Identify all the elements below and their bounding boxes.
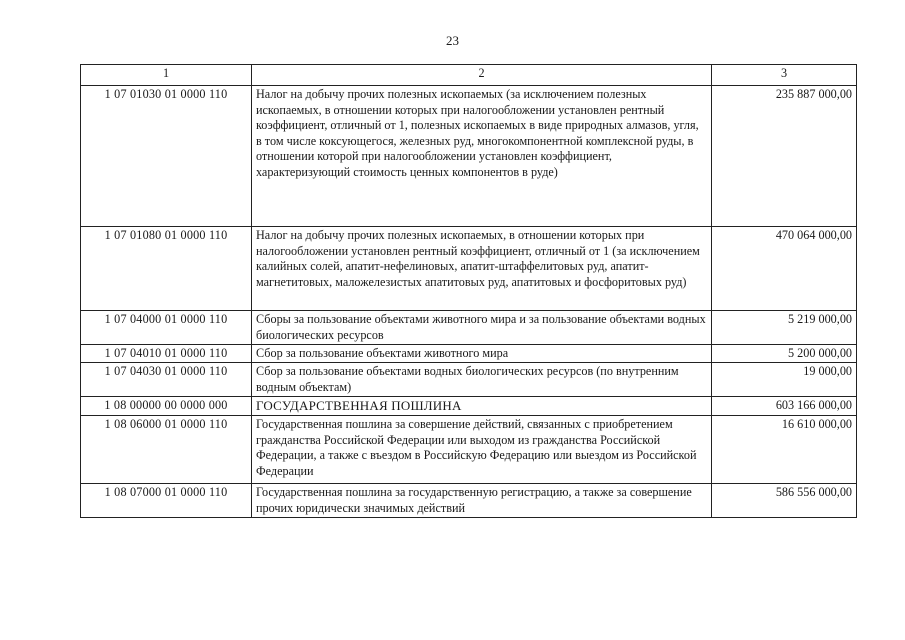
table-header-row <box>81 65 857 86</box>
revenue-code-cell: 1 07 04000 01 0000 110 <box>81 311 252 345</box>
revenue-name-cell: Государственная пошлина за государственную регистрацию, а также за совершение прочих юридически значимых действий <box>252 484 712 518</box>
table-row <box>81 363 857 397</box>
revenue-amount-cell: 16 610 000,00 <box>712 416 857 484</box>
table-row <box>81 86 857 227</box>
column-header-name: 2 <box>252 65 712 86</box>
revenue-amount-cell: 586 556 000,00 <box>712 484 857 518</box>
table-row <box>81 227 857 311</box>
revenue-amount-cell: 5 200 000,00 <box>712 345 857 363</box>
table-header <box>81 65 857 86</box>
table-row <box>81 311 857 345</box>
revenue-name-cell: Государственная пошлина за совершение действий, связанных с приобретением гражданства Российской Федерации или выходом из гражданства Российской Федерации, а также с въездом в Российскую Федерацию или выездом из Российской Федерации <box>252 416 712 484</box>
table-body <box>81 86 857 518</box>
table-row <box>81 484 857 518</box>
revenue-code-cell: 1 07 01030 01 0000 110 <box>81 86 252 227</box>
revenue-name-cell: Сбор за пользование объектами животного мира <box>252 345 712 363</box>
revenue-amount-cell: 5 219 000,00 <box>712 311 857 345</box>
revenue-amount-cell: 470 064 000,00 <box>712 227 857 311</box>
revenue-name-cell: Сбор за пользование объектами водных биологических ресурсов (по внутренним водным объектам) <box>252 363 712 397</box>
budget-revenue-table <box>80 64 857 518</box>
revenue-amount-cell: 19 000,00 <box>712 363 857 397</box>
revenue-code-cell: 1 07 01080 01 0000 110 <box>81 227 252 311</box>
revenue-code-cell: 1 08 06000 01 0000 110 <box>81 416 252 484</box>
revenue-name-cell: ГОСУДАРСТВЕННАЯ ПОШЛИНА <box>252 397 712 416</box>
table-row <box>81 345 857 363</box>
revenue-name-cell: Сборы за пользование объектами животного мира и за пользование объектами водных биологических ресурсов <box>252 311 712 345</box>
page-number: 23 <box>446 33 459 48</box>
revenue-amount-cell: 603 166 000,00 <box>712 397 857 416</box>
revenue-code-cell: 1 07 04010 01 0000 110 <box>81 345 252 363</box>
column-header-code: 1 <box>81 65 252 86</box>
table-row <box>81 416 857 484</box>
revenue-code-cell: 1 07 04030 01 0000 110 <box>81 363 252 397</box>
revenue-code-cell: 1 08 00000 00 0000 000 <box>81 397 252 416</box>
column-header-amount: 3 <box>712 65 857 86</box>
revenue-name-cell: Налог на добычу прочих полезных ископаемых, в отношении которых при налогообложении установлен рентный коэффициент, отличный от 1 (за исключением калийных солей, апатит-нефелиновых, апатит-штаффелитовых руд, апатит-магнетитовых, маложелезистых апатитовых руд, апатитовых и фосфоритовых руд) <box>252 227 712 311</box>
revenue-name-cell: Налог на добычу прочих полезных ископаемых (за исключением полезных ископаемых, в отношении которых при налогообложении установлен рентный коэффициент, отличный от 1, полезных ископаемых в виде природных алмазов, угля, в том числе коксующегося, железных руд, многокомпонентной комплексной руды, в отношении которой при налогообложении установлен коэффициент, характеризующий стоимость ценных компонентов в руде) <box>252 86 712 227</box>
table-row <box>81 397 857 416</box>
revenue-amount-cell: 235 887 000,00 <box>712 86 857 227</box>
revenue-code-cell: 1 08 07000 01 0000 110 <box>81 484 252 518</box>
